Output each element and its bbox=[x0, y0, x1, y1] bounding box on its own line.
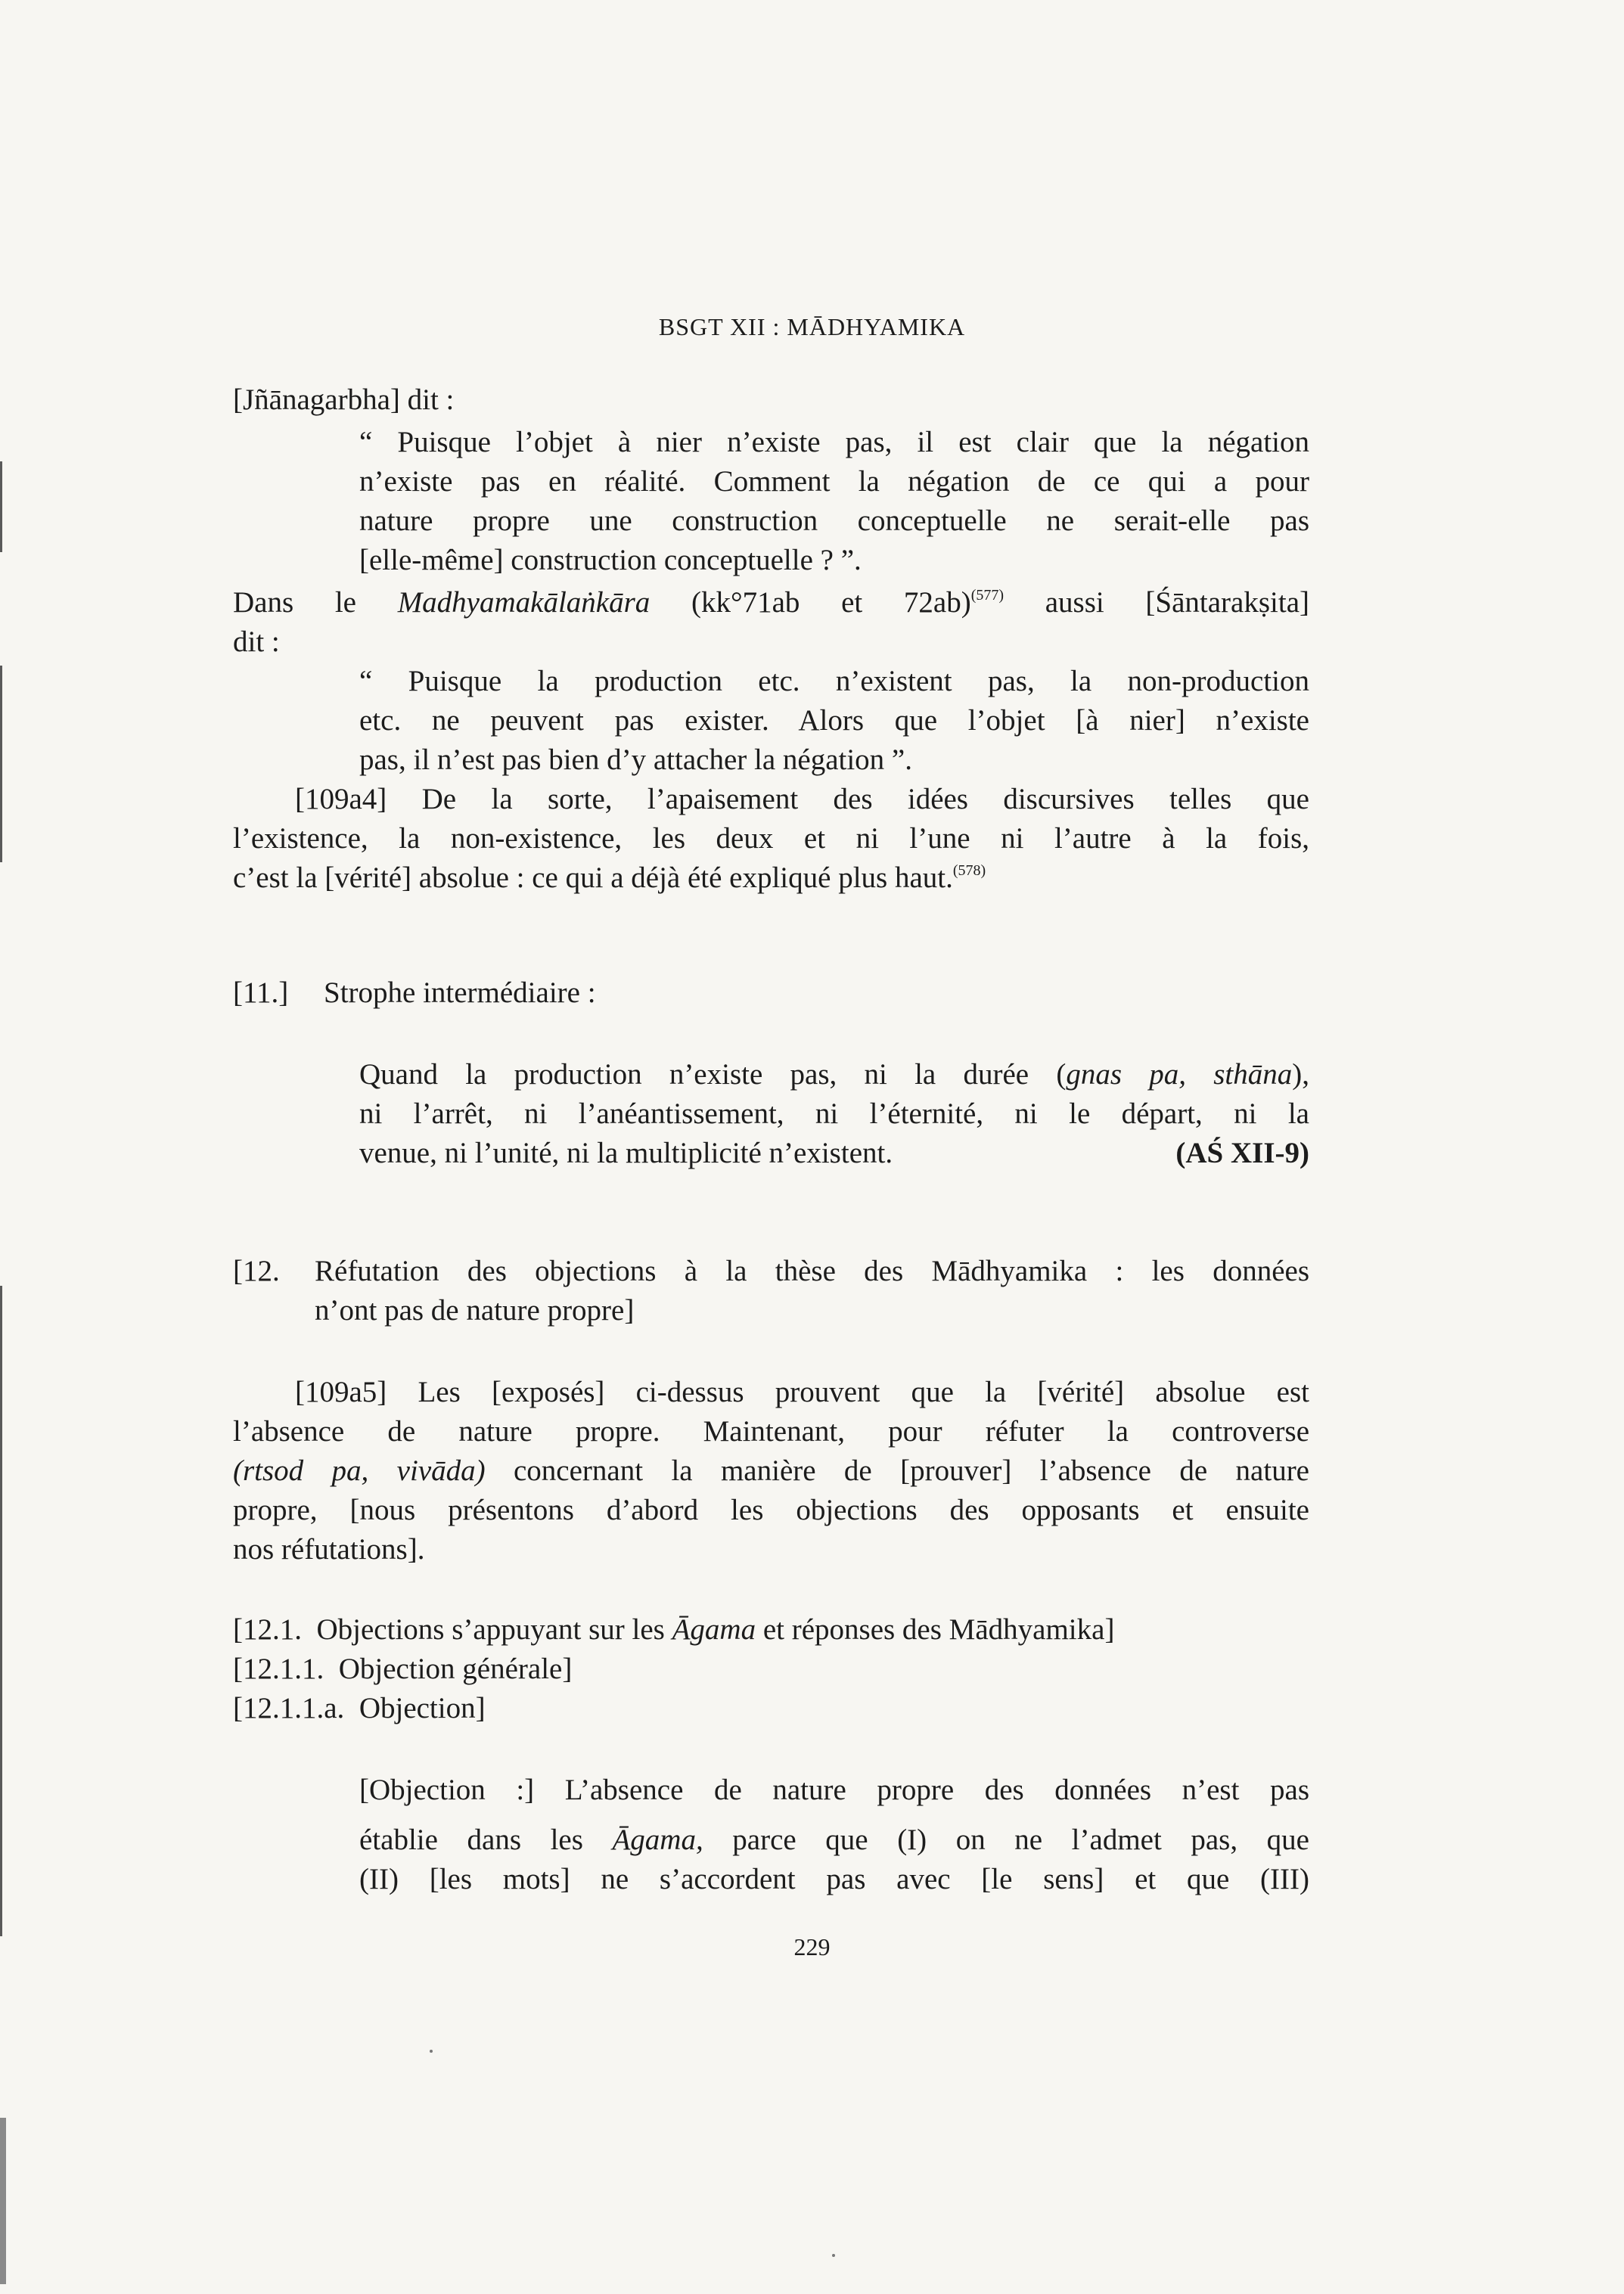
paragraph-line: l’existence, la non-existence, les deux et ni l’une ni l’autre à la fois, bbox=[233, 822, 1309, 855]
objection-line bbox=[359, 1821, 1309, 1859]
text-span: concernant la manière de [prouver] l’absence de nature bbox=[485, 1454, 1309, 1487]
paragraph-line bbox=[233, 584, 1309, 622]
section-number: [11.] bbox=[233, 976, 289, 1009]
page-number: 229 bbox=[793, 1933, 831, 1960]
verse-reference: (AŚ XII-9) bbox=[1175, 1137, 1309, 1169]
subsection-number: [12.1. bbox=[233, 1613, 302, 1646]
intro-line bbox=[233, 381, 1309, 419]
section-number: [12. bbox=[233, 1255, 280, 1287]
paragraph-line bbox=[233, 1452, 1309, 1490]
subsection-heading bbox=[233, 1690, 1309, 1727]
quote-line: [elle-même] construction conceptuelle ? ”. bbox=[359, 544, 862, 576]
paragraph-line: propre, [nous présentons d’abord les objections des opposants et ensuite bbox=[233, 1494, 1309, 1526]
subsection-title: Objection générale] bbox=[338, 1653, 573, 1685]
work-title: Āgama, bbox=[612, 1824, 703, 1856]
scan-speck bbox=[832, 2254, 835, 2257]
text-span: aussi [Śāntarakṣita] bbox=[1004, 586, 1309, 619]
subsection-number: [12.1.1. bbox=[233, 1653, 324, 1685]
paragraph-line bbox=[233, 859, 1309, 897]
objection-line: (II) [les mots] ne s’accordent pas avec [le sens] et que (III) bbox=[359, 1863, 1309, 1895]
verse-line bbox=[359, 1056, 1309, 1094]
quote-line: “ Puisque la production etc. n’existent pas, la non-production bbox=[359, 665, 1309, 697]
text-span: et réponses des Mādhyamika] bbox=[756, 1613, 1115, 1646]
scan-edge-artifact bbox=[0, 666, 2, 862]
scan-edge-artifact bbox=[0, 2118, 6, 2284]
subsection-heading bbox=[233, 1650, 1309, 1688]
footnote-ref: (578) bbox=[952, 862, 986, 879]
quote-line: “ Puisque l’objet à nier n’existe pas, il est clair que la négation bbox=[359, 426, 1309, 458]
section-title: Strophe intermédiaire : bbox=[324, 976, 596, 1009]
subsection-heading bbox=[233, 1611, 1309, 1649]
scan-edge-artifact bbox=[0, 1286, 2, 1936]
quote-line: etc. ne peuvent pas exister. Alors que l’objet [à nier] n’existe bbox=[359, 704, 1309, 737]
text-span: parce que (I) on ne l’admet pas, que bbox=[703, 1824, 1309, 1856]
scan-speck bbox=[430, 2050, 433, 2053]
verse-line bbox=[359, 1135, 1309, 1172]
text-span: Quand la production n’existe pas, ni la durée ( bbox=[359, 1058, 1067, 1091]
work-title: Āgama bbox=[672, 1613, 756, 1646]
paragraph-line: dit : bbox=[233, 625, 280, 658]
text-span: établie dans les bbox=[359, 1824, 613, 1856]
scan-edge-artifact bbox=[0, 461, 2, 552]
work-title: Madhyamakālaṅkāra bbox=[397, 586, 651, 619]
section-heading-cont: n’ont pas de nature propre] bbox=[315, 1294, 635, 1327]
paragraph-line: [109a5] Les [exposés] ci-dessus prouvent que la [vérité] absolue est bbox=[295, 1376, 1309, 1408]
running-header: BSGT XII : MĀDHYAMIKA bbox=[658, 313, 966, 340]
text-span: Objections s’appuyant sur les bbox=[316, 1613, 672, 1646]
text-span: Dans le bbox=[233, 586, 398, 619]
section-title: Réfutation des objections à la thèse des Mādhyamika : les données bbox=[315, 1255, 1309, 1287]
tibetan-sanskrit-term: (rtsod pa, vivāda) bbox=[233, 1454, 486, 1487]
quote-line: n’existe pas en réalité. Comment la négation de ce qui a pour bbox=[359, 465, 1309, 498]
text-span: c’est la [vérité] absolue : ce qui a déjà été expliqué plus haut. bbox=[233, 861, 953, 894]
subsection-title: Objection] bbox=[359, 1692, 486, 1724]
footnote-ref: (577) bbox=[970, 587, 1005, 604]
text-span: venue, ni l’unité, ni la multiplicité n’existent. bbox=[359, 1137, 893, 1169]
verse-line: ni l’arrêt, ni l’anéantissement, ni l’éternité, ni le départ, ni la bbox=[359, 1097, 1309, 1130]
objection-line: [Objection :] L’absence de nature propre des données n’est pas bbox=[359, 1774, 1309, 1806]
quote-line: nature propre une construction conceptuelle ne serait-elle pas bbox=[359, 504, 1309, 537]
tibetan-sanskrit-term: gnas pa, sthāna bbox=[1066, 1058, 1293, 1091]
quote-line: pas, il n’est pas bien d’y attacher la négation ”. bbox=[359, 743, 912, 776]
text-span: ), bbox=[1292, 1058, 1309, 1091]
paragraph-line: l’absence de nature propre. Maintenant, pour réfuter la controverse bbox=[233, 1415, 1309, 1448]
text-span: (kk°71ab et 72ab) bbox=[650, 586, 971, 619]
subsection-number: [12.1.1.a. bbox=[233, 1692, 345, 1724]
intro-text: [Jñānagarbha] dit : bbox=[233, 383, 455, 416]
paragraph-line: [109a4] De la sorte, l’apaisement des idées discursives telles que bbox=[295, 783, 1309, 815]
paragraph-line: nos réfutations]. bbox=[233, 1533, 425, 1566]
